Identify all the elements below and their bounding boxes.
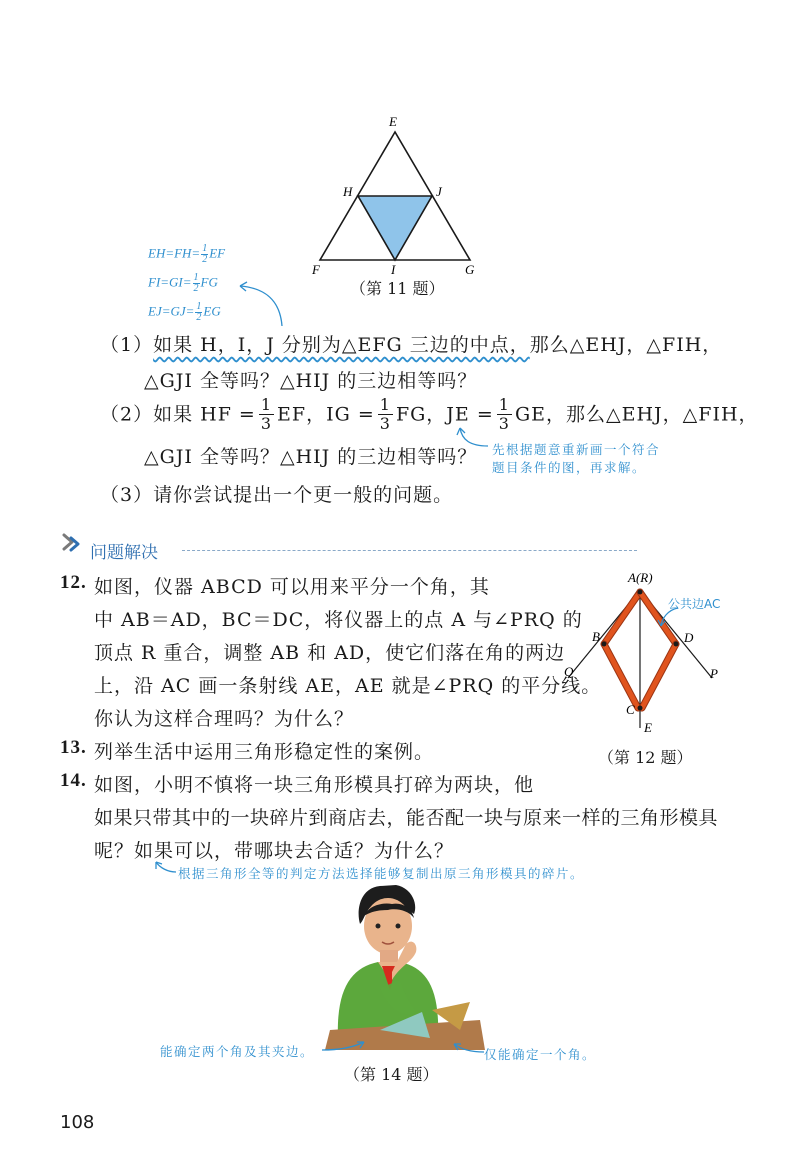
figure-14-caption: （第 14 题） [344,1065,439,1084]
q12-line3: 顶点 R 重合，调整 AB 和 AD，使它们落在角的两边 [94,642,566,664]
label-q: Q [564,664,574,679]
q12-number: 12. [60,572,87,593]
point-label-i: I [391,262,396,277]
q11-part2-line1: （2）如果 HF = $\frac{1}{3}$ EF，IG = $\frac{1}{3}$ FG，JE = $\frac{1}{3}$ GE，那么△EHJ，△FIH， [100,395,759,433]
figure-11-triangle [300,110,500,280]
figure-12-instrument [560,568,740,738]
q12-line4: 上，沿 AC 画一条射线 AE，AE 就是∠PRQ 的平分线。 [94,675,602,697]
figure-12-caption: （第 12 题） [598,748,693,767]
q14-note-left: 能确定两个角及其夹边。 [160,1044,315,1059]
point-label-f: F [312,262,320,277]
q14-line1: 如图，小明不慎将一块三角形模具打碎为两块，他 [94,774,535,796]
boy-illustration [320,880,490,1050]
q13-number: 13. [60,737,87,758]
point-label-e: E [389,114,397,129]
inner-triangle-hij [358,196,432,260]
q11-note-line2: 题目条件的图，再求解。 [492,460,647,475]
label-p: P [710,666,718,681]
note-arrow-right-14 [448,1040,488,1060]
q14-number: 14. [60,770,87,791]
note-ej-gj: EJ=GJ= $\frac{1}{2}$ EG [148,301,221,323]
note-arrow-11 [230,280,290,330]
point-label-h: H [343,184,353,199]
q14-line2: 如果只带其中的一块碎片到商店去，能否配一块与原来一样的三角形模具 [94,807,719,829]
page-number: 108 [60,1112,95,1133]
q12-line1: 如图，仪器 ABCD 可以用来平分一个角，其 [94,576,490,598]
point-label-g: G [465,262,475,277]
section-divider [182,550,637,551]
section-header [60,528,650,563]
q13-text: 列举生活中运用三角形稳定性的案例。 [94,741,435,763]
label-e: E [644,720,652,735]
q12-line2: 中 AB＝AD，BC＝DC，将仪器上的点 A 与∠PRQ 的 [94,609,583,631]
q11-part1-line1: （1）如果 H，I，J 分别为△EFG 三边的中点，那么△EHJ，△FIH， [100,334,723,356]
section-title: 问题解决 [90,543,158,563]
label-c: C [626,702,635,717]
q11-part2-line2: △GJI 全等吗？△HIJ 的三边相等吗？ [144,446,478,468]
hint-arrow-14 [150,858,180,878]
q12-line5: 你认为这样合理吗？为什么？ [94,708,355,730]
q14-line3: 呢？如果可以，带哪块去合适？为什么？ [94,840,455,862]
label-a: A(R) [628,570,653,585]
note-common-side: 公共边AC [668,597,721,611]
figure-11-caption: （第 11 题） [350,279,445,298]
note-arrow-11b [456,426,492,452]
chevron-right-icon [60,530,86,556]
q11-note-line1: 先根据题意重新画一个符合 [492,442,661,457]
note-eh-fh: EH=FH= $\frac{1}{2}$ EF [148,243,226,265]
label-b: B [592,629,600,644]
note-fi-gi: FI=GI= $\frac{1}{2}$ FG [148,272,218,294]
q11-part1-line2: △GJI 全等吗？△HIJ 的三边相等吗？ [144,370,478,392]
q14-note-right: 仅能确定一个角。 [484,1047,597,1062]
q14-hint: 根据三角形全等的判定方法选择能够复制出原三角形模具的碎片。 [178,866,585,881]
point-label-j: J [436,184,442,199]
q11-part3: （3）请你尝试提出一个更一般的问题。 [100,484,454,506]
note-arrow-left-14 [318,1038,368,1058]
label-d: D [684,630,694,645]
